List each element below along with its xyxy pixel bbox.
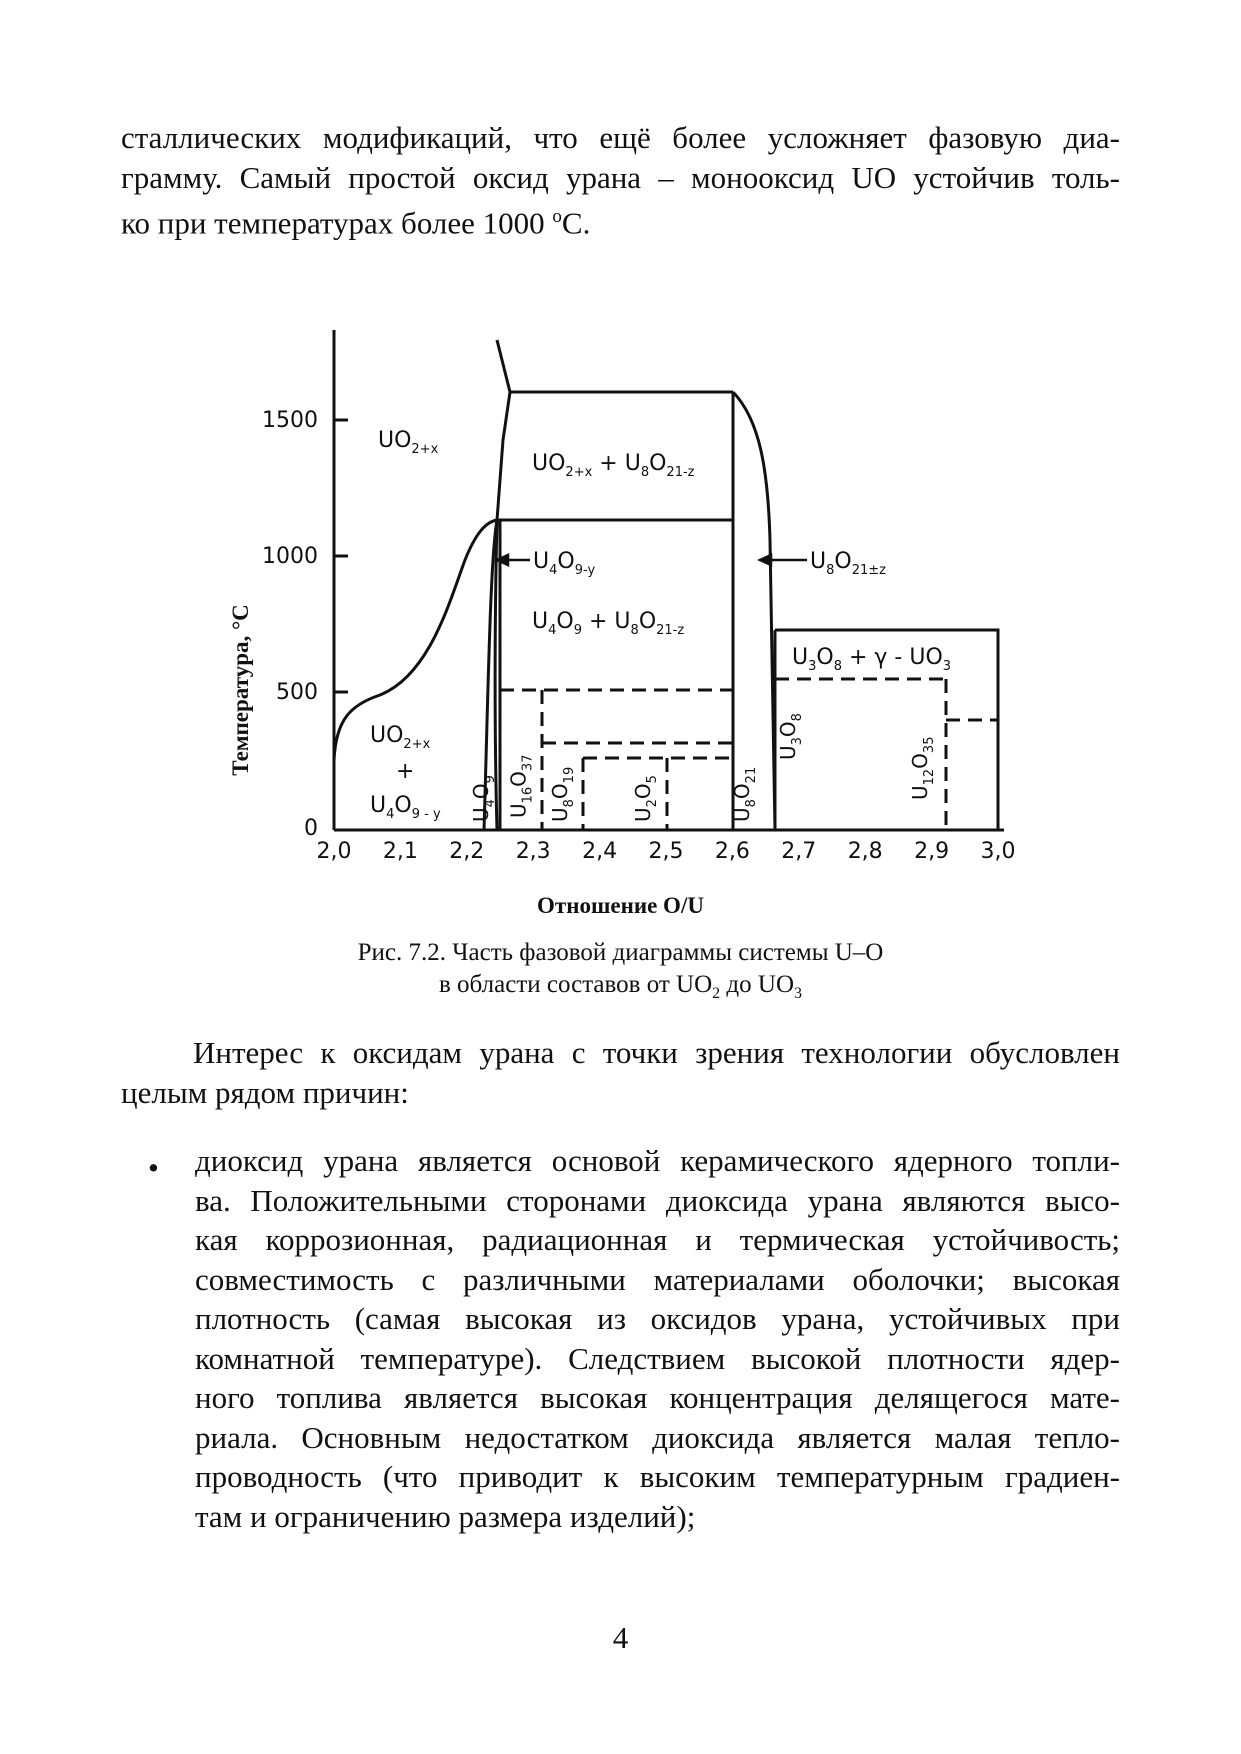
intro-line: грамму. Самый простой оксид урана – монооксид UO устойчив толь- (121, 159, 1120, 195)
y-tick-1000: 1000 (262, 544, 318, 569)
intro-line: сталлических модификаций, что ещё более усложняет фазовую диа- (121, 120, 1120, 155)
interest-line: Интерес к оксидам урана с точки зрения технологии обусловлен (193, 1035, 1120, 1070)
compound-u8o21: $U_8O_{21}$ (730, 766, 759, 822)
uo2x-solvus (334, 520, 497, 760)
figure-caption (0, 937, 1241, 1010)
bullet-item (195, 1141, 1120, 1536)
compound-labels (469, 713, 937, 822)
celsius-unit: C. (561, 205, 591, 241)
compound-u2o5: $U_2O_5$ (631, 775, 660, 822)
x-tick-label: 2,0 (316, 839, 352, 864)
x-tick-label: 2,5 (648, 839, 684, 864)
bullet-line: там и ограничению размера изделий); (195, 1498, 696, 1534)
pointer-u4o9y: $U_4O_{9-y}$ (533, 549, 596, 578)
x-tick-labels (317, 839, 1016, 864)
compound-u16o37: $U_{16}O_{37}$ (506, 754, 536, 818)
page-number: 4 (612, 1620, 629, 1655)
x-tick-label: 2,6 (714, 839, 750, 864)
compound-u12o35: $U_{12}O_{35}$ (907, 736, 937, 800)
interest-line: целым рядом причин: (121, 1074, 409, 1110)
region-u3o8-uo3: $U_3O_8 + \gamma - UO_3$ (792, 645, 952, 674)
bullet-line: комнатной температуре). Следствием высокой плотности ядер- (195, 1340, 1120, 1376)
bullet-line: ва. Положительными сторонами диоксида урана являются высо- (195, 1182, 1120, 1218)
caption-line-1: Рис. 7.2. Часть фазовой диаграммы системы U–O (357, 939, 884, 966)
bullet-line: совместимость с различными материалами оболочки; высокая (195, 1261, 1120, 1297)
region-uo2x-u8o21z: $UO_{2+x} + U_8O_{21-z}$ (532, 451, 695, 480)
uo2-boundary (497, 392, 510, 520)
compound-u3o8: $U_3O_8$ (775, 713, 805, 760)
caption-line-2: в области составов от $UO_2$ до $UO_3$ (439, 971, 802, 1002)
x-tick-label: 3,0 (980, 839, 1016, 864)
compound-u8o19: $U_8O_{19}$ (548, 766, 577, 822)
degree-sign: o (552, 206, 562, 227)
bullet-marker: • (148, 1150, 159, 1185)
region-uo2x-u4o9y-line1: $UO_{2+x}$ (370, 723, 431, 752)
liquidus-line (497, 340, 510, 392)
x-axis-label: Отношение O/U (537, 893, 704, 918)
compound-u4o9: $U_4O_9$ (469, 775, 498, 822)
x-tick-label: 2,1 (382, 839, 418, 864)
region-uo2x-u4o9y-plus: + (396, 759, 415, 784)
bullet-line: риала. Основным недостатком диоксида является малая тепло- (195, 1419, 1120, 1455)
pointer-u8o21z: $U_8O_{21\pm z}$ (810, 549, 886, 578)
x-tick-label: 2,8 (847, 839, 883, 864)
region-uo2x-u4o9y-line3: $U_4O_{9 - y}$ (370, 793, 441, 822)
bullet-line: диоксид урана является основой керамического ядерного топли- (195, 1143, 1120, 1178)
x-tick-label: 2,3 (515, 839, 551, 864)
y-axis-label: Температура, °C (228, 604, 253, 776)
bullet-line: проводность (что приводит к высоким температурным градиен- (195, 1459, 1120, 1494)
y-tick-0: 0 (304, 816, 318, 841)
interest-paragraph (121, 1033, 1120, 1112)
x-tick-label: 2,9 (914, 839, 950, 864)
bullet-line: ного топлива является высокая концентрация делящегося мате- (195, 1380, 1120, 1415)
region-u4o9-u8o21z: $U_4O_9 + U_8O_{21-z}$ (532, 609, 685, 638)
bullet-line: кая коррозионная, радиационная и термическая устойчивость; (195, 1222, 1120, 1257)
y-tick-500: 500 (276, 680, 318, 705)
x-tick-label: 2,4 (582, 839, 618, 864)
x-tick-label: 2,2 (449, 839, 485, 864)
y-tick-1500: 1500 (262, 408, 318, 433)
bullet-line: плотность (самая высокая из оксидов урана, устойчивых при (195, 1301, 1120, 1336)
region-uo2x: $UO_{2+x}$ (378, 428, 439, 457)
u8o21-curve (733, 392, 775, 830)
x-tick-label: 2,7 (781, 839, 817, 864)
intro-line-text: ко при температурах более 1000 (121, 205, 553, 241)
